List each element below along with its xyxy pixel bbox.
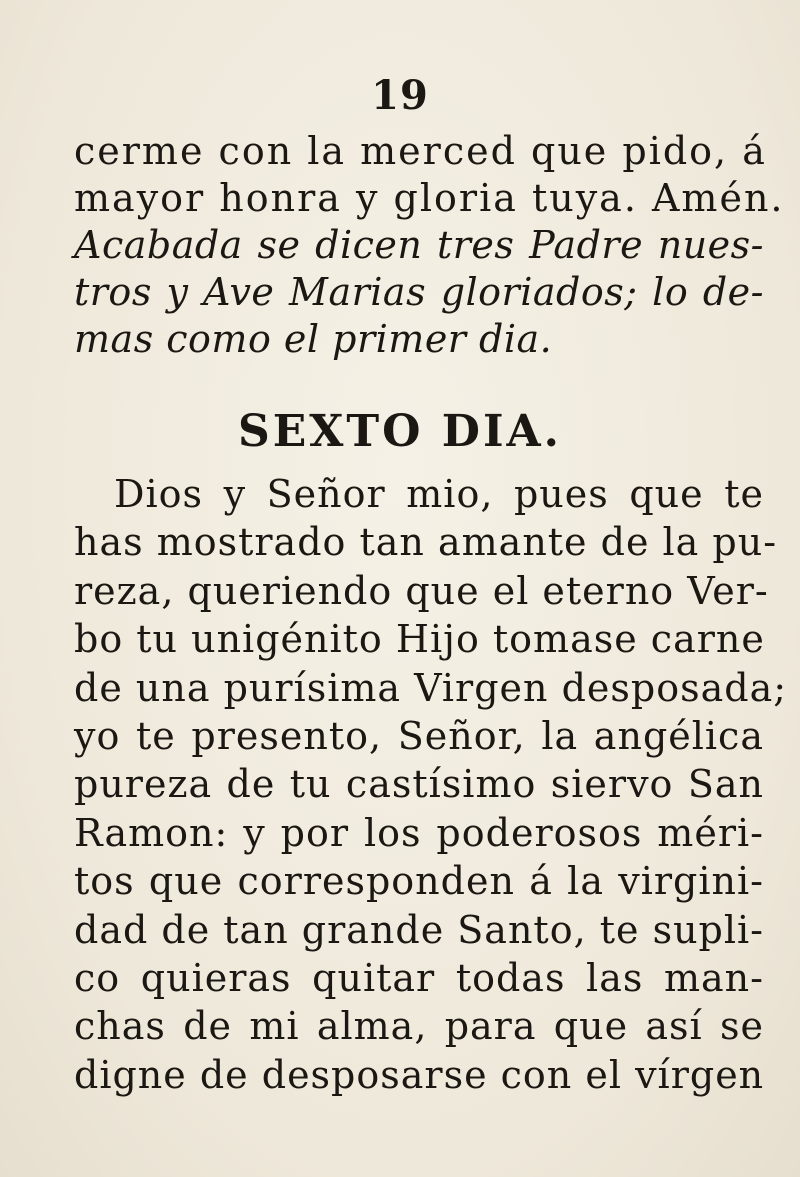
body-line: tos que corresponden á la virgini- — [74, 859, 764, 904]
page-number: 19 — [371, 72, 429, 119]
body-line: digne de desposarse con el vírgen — [74, 1052, 765, 1097]
intro-line: mayor honra y gloria tuya. Amén. — [74, 176, 785, 220]
intro-line-italic: mas como el primer dia. — [74, 317, 553, 361]
body-line: pureza de tu castísimo siervo San — [74, 762, 764, 807]
body-line: co quieras quitar todas las man- — [74, 955, 764, 1000]
body-line: reza, queriendo que el eterno Ver- — [74, 568, 769, 613]
body-line: de una purísima Virgen desposada; — [74, 665, 788, 710]
section-heading: SEXTO DIA. — [237, 406, 563, 457]
intro-line: cerme con la merced que pido, á — [74, 129, 767, 173]
body-line: chas de mi alma, para que así se — [74, 1004, 764, 1049]
intro-line-italic: tros y Ave Marias gloriados; lo de- — [74, 270, 764, 314]
body-line: yo te presento, Señor, la angélica — [74, 713, 764, 758]
body-line: has mostrado tan amante de la pu- — [74, 520, 778, 565]
body-line: dad de tan grande Santo, te supli- — [74, 907, 765, 952]
body-line: bo tu unigénito Hijo tomase carne — [74, 617, 765, 662]
intro-paragraph — [74, 128, 785, 363]
intro-line-italic: Acabada se dicen tres Padre nues- — [74, 223, 764, 267]
body-line: Dios y Señor mio, pues que te — [114, 472, 764, 516]
body-paragraph — [74, 470, 788, 1099]
body-line: Ramon: y por los poderosos méri- — [74, 810, 764, 855]
